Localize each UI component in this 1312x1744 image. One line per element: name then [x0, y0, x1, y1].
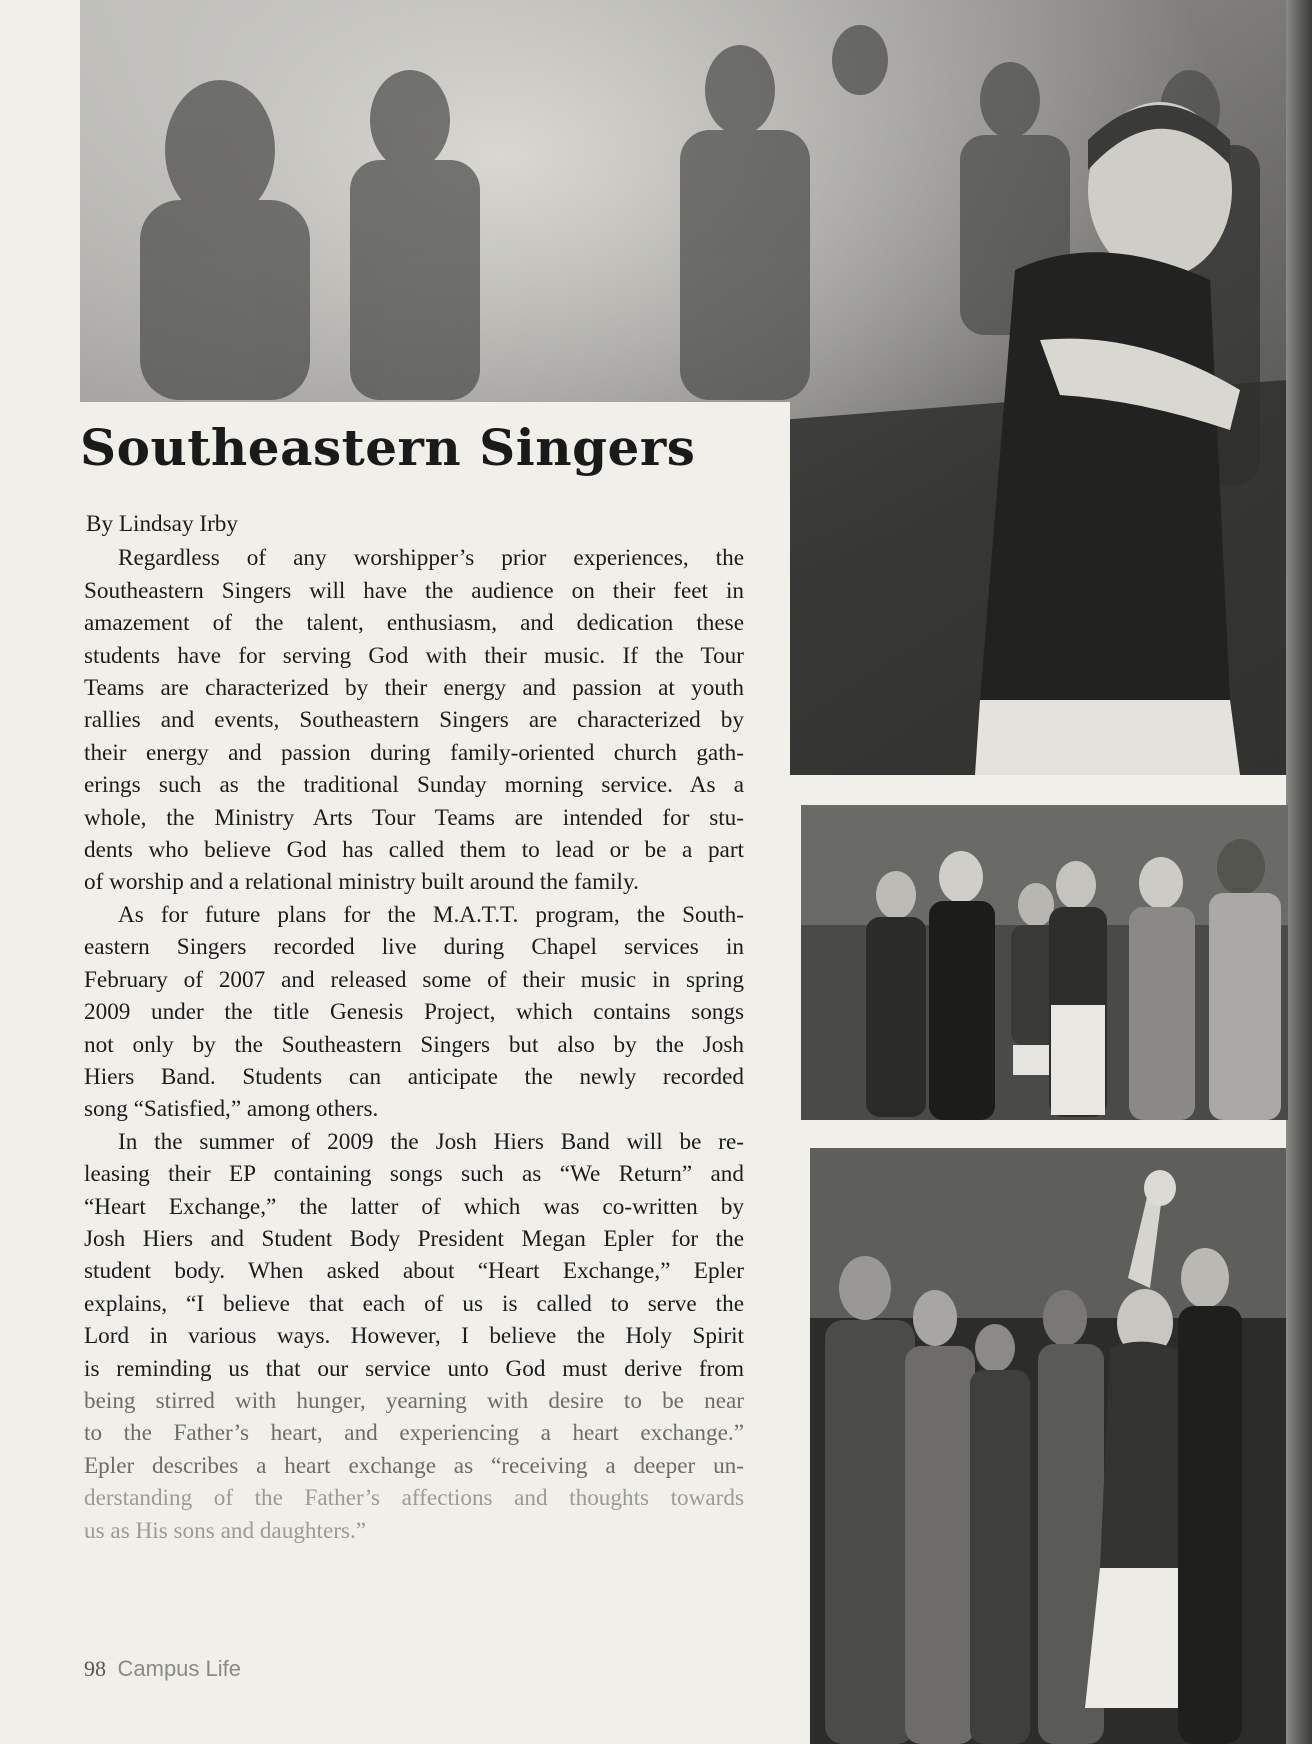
text-line: student body. When asked about “Heart Exchange,” Epler: [84, 1258, 744, 1285]
paragraph-2: [84, 899, 744, 1126]
section-name: Campus Life: [117, 1656, 242, 1681]
text-line: Southeastern Singers will have the audience on their feet in: [84, 577, 744, 604]
article-headline: Southeastern Singers: [80, 418, 696, 477]
text-line: whole, the Ministry Arts Tour Teams are intended for stu-: [84, 804, 744, 831]
page-folio: [84, 1656, 241, 1682]
text-line: As for future plans for the M.A.T.T. program, the South-: [118, 901, 744, 928]
text-line: of worship and a relational ministry built around the family.: [84, 869, 639, 896]
text-line: In the summer of 2009 the Josh Hiers Band will be re-: [118, 1128, 744, 1155]
photo-raised-hands: [810, 1148, 1286, 1744]
paragraph-3: [84, 1126, 744, 1547]
text-line: rallies and events, Southeastern Singers are characterized by: [84, 707, 744, 734]
text-line: derstanding of the Father’s affections and thoughts towards: [84, 1485, 744, 1512]
text-line: amazement of the talent, enthusiasm, and dedication these: [84, 610, 744, 637]
text-line: Regardless of any worshipper’s prior experiences, the: [118, 545, 744, 572]
text-line: being stirred with hunger, yearning with desire to be near: [84, 1387, 744, 1414]
text-line: Epler describes a heart exchange as “receiving a deeper un-: [84, 1452, 744, 1479]
text-line: explains, “I believe that each of us is called to serve the: [84, 1290, 744, 1317]
text-line: us as His sons and daughters.”: [84, 1517, 367, 1544]
text-line: not only by the Southeastern Singers but also by the Josh: [84, 1031, 744, 1058]
text-line: 2009 under the title Genesis Project, which contains songs: [84, 999, 744, 1026]
text-line: Lord in various ways. However, I believe the Holy Spirit: [84, 1323, 744, 1350]
text-line: Teams are characterized by their energy and passion at youth: [84, 675, 744, 702]
page-edge-shadow: [1286, 0, 1312, 1744]
text-line: to the Father’s heart, and experiencing a heart exchange.”: [84, 1420, 744, 1447]
text-line: their energy and passion during family-oriented church gath-: [84, 739, 744, 766]
text-line: dents who believe God has called them to lead or be a part: [84, 837, 744, 864]
article-body: [84, 508, 744, 1547]
text-line: students have for serving God with their music. If the Tour: [84, 642, 744, 669]
text-line: erings such as the traditional Sunday morning service. As a: [84, 772, 744, 799]
photo-students-row: [801, 805, 1288, 1120]
text-line: song “Satisfied,” among others.: [84, 1096, 379, 1123]
text-line: Hiers Band. Students can anticipate the newly recorded: [84, 1063, 744, 1090]
text-line: “Heart Exchange,” the latter of which was co-written by: [84, 1193, 744, 1220]
text-line: Josh Hiers and Student Body President Megan Epler for the: [84, 1225, 744, 1252]
paragraph-1: [84, 542, 744, 898]
text-line: is reminding us that our service unto God must derive from: [84, 1355, 744, 1382]
byline: By Lindsay Irby: [86, 511, 238, 537]
text-line: leasing their EP containing songs such as “We Return” and: [84, 1161, 744, 1188]
text-line: February of 2007 and released some of their music in spring: [84, 966, 744, 993]
text-line: eastern Singers recorded live during Chapel services in: [84, 934, 744, 961]
page-number: 98: [84, 1656, 106, 1681]
